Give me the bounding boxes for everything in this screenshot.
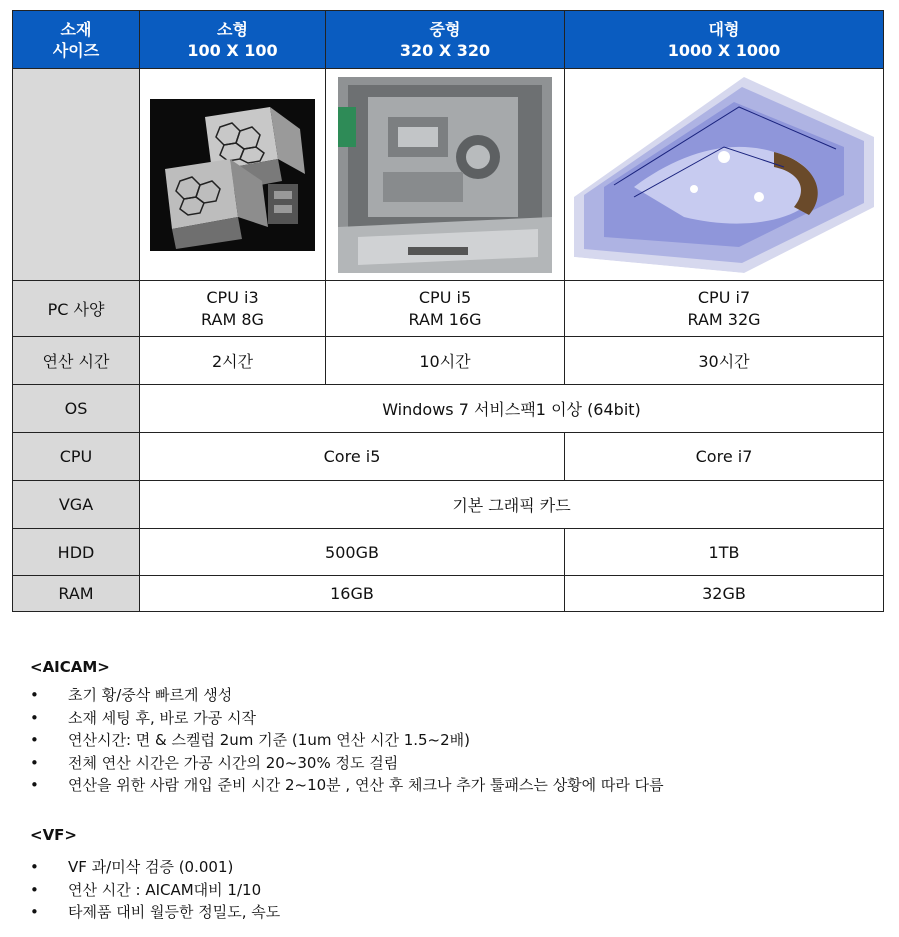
aicam-item-text: 연산을 위한 사람 개입 준비 시간 2~10분 , 연산 후 체크나 추가 툴패스는 상황에 따라 다름 xyxy=(68,776,664,794)
hdd-large: 1TB xyxy=(565,529,884,576)
header-large-size: 1000 X 1000 xyxy=(667,40,781,60)
aicam-item xyxy=(0,774,664,797)
aicam-item-text: 전체 연산 시간은 가공 시간의 20~30% 정도 걸림 xyxy=(68,753,399,772)
header-small-size: 100 X 100 xyxy=(187,40,278,60)
image-row xyxy=(13,69,884,281)
compute-time-medium: 10시간 xyxy=(326,337,565,385)
header-large xyxy=(565,11,884,69)
aicam-item-text: 연산시간: 면 & 스켈럽 2um 기준 (1um 연산 시간 1.5~2배) xyxy=(68,731,471,749)
large-part-render xyxy=(574,77,874,273)
bullet-icon: • xyxy=(30,858,39,876)
vf-item-text: 타제품 대비 월등한 정밀도, 속도 xyxy=(68,903,281,921)
ram-label: RAM xyxy=(13,576,140,612)
pc-spec-large-cpu: CPU i7 xyxy=(697,287,751,307)
cpu-small-medium: Core i5 xyxy=(140,433,565,481)
image-row-header xyxy=(13,69,140,281)
cpu-large: Core i7 xyxy=(565,433,884,481)
hdd-small-medium: 500GB xyxy=(140,529,565,576)
bullet-icon: • xyxy=(30,731,39,749)
header-large-label: 대형 xyxy=(708,19,740,39)
large-part-render-cell xyxy=(565,69,884,281)
pc-spec-small-ram: RAM 8G xyxy=(201,309,264,329)
aicam-title: <AICAM> xyxy=(30,658,110,676)
pc-spec-label: PC 사양 xyxy=(13,281,140,337)
compute-time-large: 30시간 xyxy=(565,337,884,385)
bullet-icon: • xyxy=(30,776,39,794)
aicam-item xyxy=(0,684,664,707)
medium-part-photo-cell xyxy=(326,69,565,281)
row-vga xyxy=(13,481,884,529)
row-pc-spec xyxy=(13,281,884,337)
header-row xyxy=(13,11,884,69)
vf-item-text: 연산 시간 : AICAM대비 1/10 xyxy=(68,880,262,899)
aicam-item xyxy=(0,707,664,730)
aicam-item-text: 소재 세팅 후, 바로 가공 시작 xyxy=(68,708,256,727)
pc-spec-medium-ram: RAM 16G xyxy=(408,309,482,329)
pc-spec-small xyxy=(140,281,326,337)
bullet-icon: • xyxy=(30,686,39,704)
bullet-icon: • xyxy=(30,903,39,921)
pc-spec-large xyxy=(565,281,884,337)
header-medium-size: 320 X 320 xyxy=(399,40,491,60)
hdd-label: HDD xyxy=(13,529,140,576)
aicam-item-text: 초기 황/중삭 빠르게 생성 xyxy=(68,686,233,704)
header-size-label: 사이즈 xyxy=(52,40,100,60)
medium-part-photo xyxy=(338,77,552,273)
pc-spec-small-cpu: CPU i3 xyxy=(206,287,259,307)
vga-value: 기본 그래픽 카드 xyxy=(140,481,884,529)
pc-spec-medium-cpu: CPU i5 xyxy=(418,287,472,307)
compute-time-label: 연산 시간 xyxy=(13,337,140,385)
ram-small-medium: 16GB xyxy=(140,576,565,612)
header-material-label: 소재 xyxy=(60,19,92,39)
bullet-icon: • xyxy=(30,708,39,727)
ram-large: 32GB xyxy=(565,576,884,612)
aicam-list xyxy=(0,684,664,797)
os-label: OS xyxy=(13,385,140,433)
small-part-photo xyxy=(150,99,315,251)
row-ram xyxy=(13,576,884,612)
aicam-item xyxy=(0,729,664,752)
bullet-icon: • xyxy=(30,753,39,772)
cpu-label: CPU xyxy=(13,433,140,481)
compute-time-small: 2시간 xyxy=(140,337,326,385)
vf-item xyxy=(0,901,280,924)
header-small-label: 소형 xyxy=(217,19,248,39)
row-os xyxy=(13,385,884,433)
small-part-photo-cell xyxy=(140,69,326,281)
vf-title: <VF> xyxy=(30,826,77,844)
bullet-icon: • xyxy=(30,880,39,899)
header-medium-label: 중형 xyxy=(429,19,461,39)
row-cpu xyxy=(13,433,884,481)
row-hdd xyxy=(13,529,884,576)
header-medium xyxy=(326,11,565,69)
header-small xyxy=(140,11,326,69)
vf-item xyxy=(0,856,280,879)
aicam-item xyxy=(0,752,664,775)
header-material-size xyxy=(13,11,140,69)
vga-label: VGA xyxy=(13,481,140,529)
os-value: Windows 7 서비스팩1 이상 (64bit) xyxy=(140,385,884,433)
pc-spec-large-ram: RAM 32G xyxy=(687,309,761,329)
vf-item-text: VF 과/미삭 검증 (0.001) xyxy=(68,858,234,876)
vf-item xyxy=(0,879,280,902)
spec-table xyxy=(12,10,884,612)
row-compute-time xyxy=(13,337,884,385)
pc-spec-medium xyxy=(326,281,565,337)
vf-list xyxy=(0,856,280,924)
